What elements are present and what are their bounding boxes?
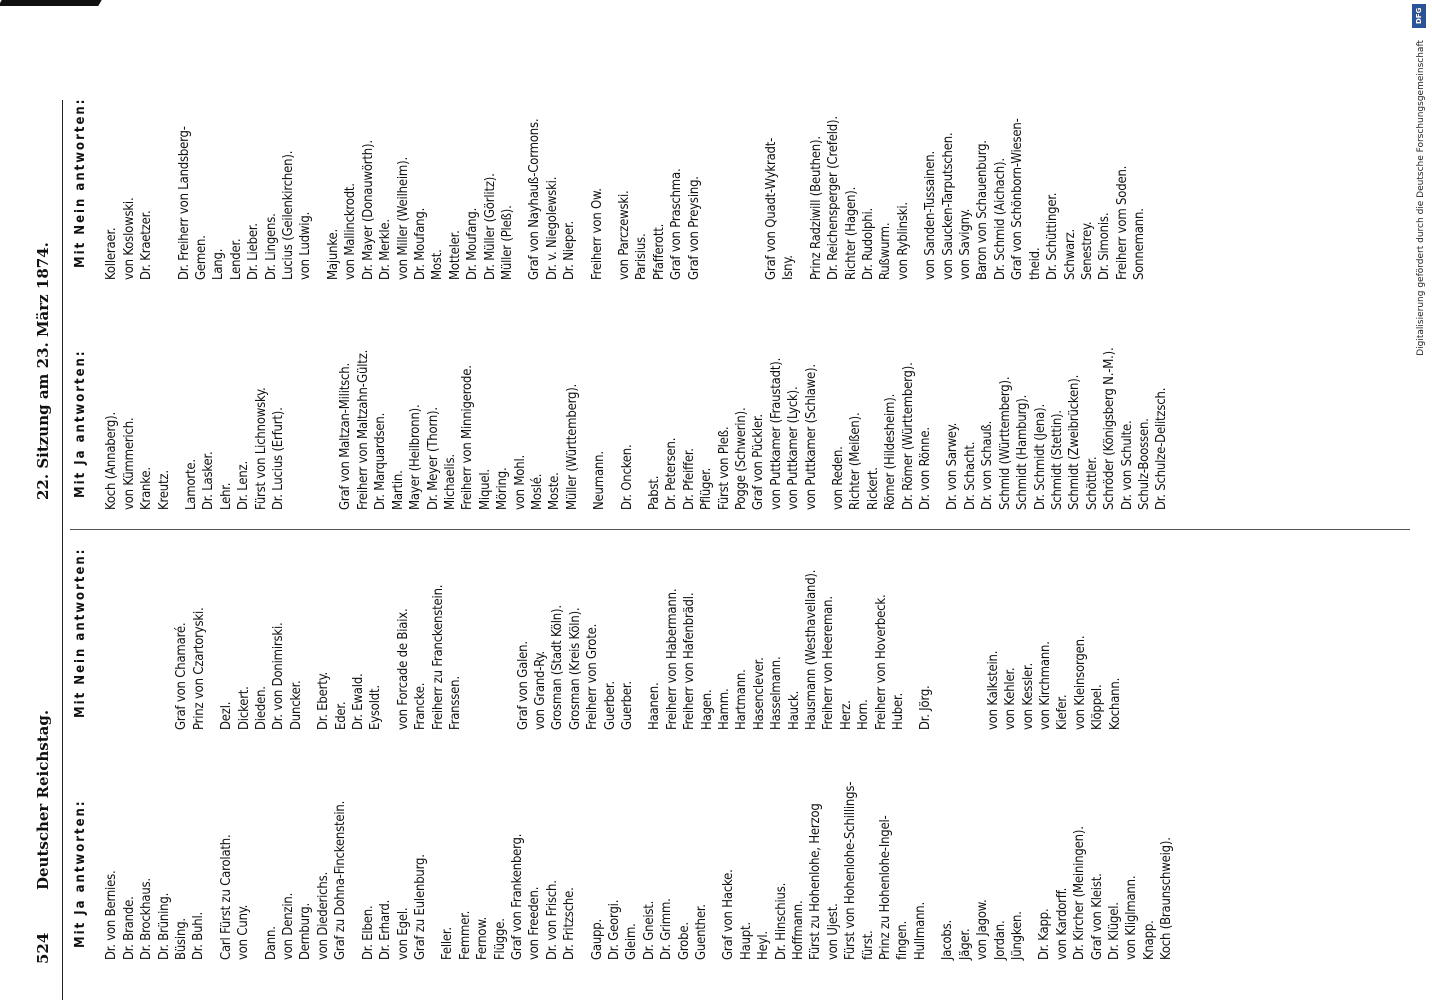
member-name: von Kleinsorgen. [1072,635,1088,730]
group-gap [317,347,327,510]
member-name: Schmidt (Zweibrücken). [1067,374,1083,510]
member-name: Haupt. [738,922,754,960]
rotated-page [22,0,1422,1000]
member-name: Dr. Kapp. [1037,908,1053,960]
member-name: von Kalkstein. [985,650,1001,730]
member-name: von Grand-Ry. [532,651,548,730]
member-name: Michaelis. [442,454,458,510]
group-gap [606,98,616,280]
member-name: von Diederichs. [315,872,331,960]
member-name: fürst. [860,930,876,960]
member-name: Graf zu Eulenburg. [412,854,428,960]
group-gap [912,98,922,280]
column-heading: Mit Nein antworten: [73,97,88,268]
member-name: Flügge. [492,918,508,960]
member-name: Dr. Brockhaus. [139,878,155,960]
running-title: Deutscher Reichstag. [34,709,52,890]
member-name: Jordan. [992,920,1008,960]
member-name: Dezl. [219,701,235,730]
member-name: Dr. Buhl. [191,911,207,960]
column-rule-center [70,529,1410,530]
member-name: Dr. Moufang. [465,207,481,280]
member-name: Freiherr von Minnigerode. [460,365,476,510]
member-name: Dickert. [236,686,252,730]
member-name: Schröder (Königsberg N.-M.). [1102,347,1118,510]
member-name: Dr. Lucius (Erfurt). [271,407,287,510]
member-name: Neumann. [592,451,608,510]
member-name: Dr. von Rönne. [918,427,934,510]
member-name: fingen. [895,920,911,960]
member-name: Grobe. [676,922,692,960]
member-name: Most. [430,249,446,280]
member-name: Dr. von Frisch. [544,880,560,960]
member-name: Graf von Quadt-Wykradt- [764,137,779,280]
member-name: von Ujest. [825,903,841,960]
member-name: Jüngken. [1009,911,1025,960]
member-name: Hausmann (Westhavelland). [804,569,819,730]
member-name: Schwarz. [1062,228,1078,280]
member-name: Kiefer. [1055,694,1071,730]
group-gap [163,548,173,730]
member-name: Lang. [211,248,227,280]
member-name: Schöttler. [1084,456,1100,510]
member-name: Lucius (Geilenkirchen). [281,150,297,280]
member-name: Dr. Müller (Görlitz). [482,173,498,280]
member-name: von Puttkamer (Lyck). [786,386,802,510]
member-name: von Miller (Weilheim). [395,157,411,280]
member-name: Freiherr von Grote. [585,623,601,730]
member-name: Dr. Georgi. [606,899,622,960]
member-name: Grosman (Stadt Köln). [550,605,566,730]
member-name: Haanen. [647,682,663,730]
member-name: Motteler. [447,230,463,280]
member-name: von Puttkamer (Fraustadt). [768,357,784,510]
member-name: Dr. Eberty. [316,671,332,730]
member-name: Graf von Kleist. [1089,873,1105,960]
member-name: Freiherr von Hafenbrädl. [682,592,698,730]
member-name: Dr. Schmid (Aichach). [992,158,1008,280]
member-name: Hagen. [699,689,715,730]
member-name: Dr. Elben. [360,905,376,960]
member-name: Dr. Erhard. [378,899,394,960]
member-name: Sonnemann. [1132,208,1148,280]
member-name: von Kessler. [1020,663,1036,730]
member-name: Müller (Pleß). [499,205,515,280]
member-name: Feller. [440,927,456,960]
member-name: Dr. Oncken. [619,444,635,510]
page-number: 524 [34,932,52,964]
member-name: Dr. Brüning. [156,892,172,960]
member-name: Guenther. [694,904,709,960]
group-gap [475,548,485,730]
member-name: von Savigny. [958,208,974,280]
member-name: Freiherr vom Soden. [1114,165,1130,280]
group-gap [579,98,589,280]
group-gap [173,347,183,510]
member-name: Rickert. [865,467,881,510]
member-name: Fürst zu Hohenlohe, Herzog [808,803,824,960]
member-name: Freiherr von Maltzahn-Gültz. [355,349,371,510]
member-name: Hoffmann. [791,900,807,960]
member-name: Martin. [390,470,406,510]
member-name: Klöppel. [1090,684,1106,730]
group-gap [733,98,743,280]
member-name: Graf von Maltzan-Militsch. [338,363,354,510]
member-name: Graf zu Dohna-Finckenstein. [333,800,349,960]
member-name: Freiherr zu Franckenstein. [430,584,446,730]
member-name: Hasselmann. [769,656,785,730]
group-gap [516,98,526,280]
member-name: Schmid (Württemberg). [997,376,1013,510]
group-gap [123,548,133,730]
member-name: Gleim. [624,923,640,960]
member-name: Dr. von Schauß. [980,420,996,510]
group-gap [935,548,945,730]
group-gap [253,782,263,960]
member-name: von Egel. [395,907,411,960]
member-name: Dr. Schmidt (Jena). [1032,404,1048,510]
member-name: Senestrey. [1079,221,1095,280]
member-name: Eysoldt. [368,685,384,730]
member-name: Dr. Moufang. [412,207,428,280]
member-name: von Jagow. [975,899,991,960]
member-name: von Freeden. [527,886,543,960]
group-gap [156,98,166,280]
group-gap [495,548,505,730]
column-heading: Mit Nein antworten: [73,547,88,718]
group-gap [907,548,917,730]
member-name: Huber. [891,693,907,730]
member-name: Dr. Jörg. [918,685,934,730]
member-name: Kranke. [139,467,155,510]
member-name: Dr. Brande. [121,896,137,960]
member-name: Jacobs. [940,919,956,960]
member-name: Dr. Kraetzer. [139,210,155,280]
group-gap [723,98,733,280]
group-gap [208,782,218,960]
member-name: Moste. [547,472,563,510]
group-gap [581,347,591,510]
member-name: Dr. Lingens. [263,213,279,280]
member-name: Graf von Hacke. [721,869,737,960]
group-gap [929,782,939,960]
member-name: Graf von Frankenberg. [509,833,525,960]
group-gap [305,548,315,730]
member-name: von Koslowski. [121,197,137,280]
member-name: Schulz-Boossen. [1136,418,1152,510]
column-heading: Mit Ja antworten: [73,799,88,948]
group-gap [429,782,439,960]
member-name: Dr. Mayer (Donauwörth). [360,140,376,280]
group-gap [609,347,619,510]
member-name: Lender. [228,238,244,280]
group-gap [636,347,646,510]
member-name: von Sanden-Tussainen. [923,151,939,280]
member-name: Hullmann. [912,901,928,960]
member-name: Müller (Württemberg). [564,383,580,510]
group-gap [820,347,830,510]
member-name: Schmidt (Stettin). [1049,410,1065,510]
member-name: Richter (Meißen). [848,412,864,510]
member-name: Dr. Merkle. [378,219,394,280]
session-title: 22. Sitzung am 23. März 1874. [34,242,52,500]
group-gap [710,782,720,960]
member-name: Dr. v. Niegolewski. [544,176,560,280]
member-name: Dr. Schulze-Delitzsch. [1154,387,1170,510]
group-gap [385,548,395,730]
group-gap [103,548,113,730]
member-name: Horn. [856,699,872,730]
member-name: Jäger. [957,928,973,960]
member-name: Dr. Fritzsche. [562,887,578,960]
member-name: Dr. von Sarwey. [945,422,961,510]
member-name: Hasenclever. [751,657,767,730]
member-name: Dr. von Schulte. [1119,420,1135,510]
member-name: Dieden. [254,686,270,730]
member-name: Fürst von Lichnowsky. [253,387,269,510]
group-gap [307,347,317,510]
member-name: Gaupp. [589,918,605,960]
member-name: Dr. Rudolphi. [861,207,877,280]
group-gap [798,98,808,280]
member-name: Guerber. [602,681,618,730]
member-name: von Forcade de Biaix. [395,608,411,730]
member-name: Dann. [263,926,279,960]
member-name: Isny. [781,255,797,280]
member-name: Dr. Lasker. [201,451,217,510]
member-name: Pabst. [646,475,662,510]
group-gap [465,548,475,730]
group-gap [945,548,955,730]
member-name: Schmidt (Hamburg). [1015,394,1031,510]
member-name: von Mohl. [512,454,528,510]
column-heading: Mit Ja antworten: [73,349,88,498]
member-name: Dr. Lieber. [246,223,262,280]
group-gap [743,98,753,280]
column-ja-2 [72,347,1171,510]
member-name: Büsing. [174,918,190,960]
member-name: Grosman (Kreis Köln). [567,607,583,730]
group-gap [753,98,763,280]
group-gap [166,98,176,280]
member-name: Graf von Praschma. [669,168,685,280]
member-name: von Reden. [831,446,847,510]
member-name: von Parczewski. [616,190,632,280]
member-name: theid. [1027,247,1043,280]
member-name: Graf von Pückler. [751,414,767,510]
member-name: Dr. Lenz. [236,461,252,510]
group-gap [208,548,218,730]
member-name: von Mallinckrodt. [343,183,359,280]
group-gap [934,347,944,510]
member-name: Dr. Grimm. [659,898,675,960]
member-name: Herz. [838,700,854,730]
member-name: Miquel. [477,469,493,510]
member-name: Guerber. [619,681,635,730]
column-nein-2 [72,98,1149,280]
member-name: Franssen. [448,676,464,730]
member-name: Richter (Hagen). [843,186,859,280]
member-name: von Ryblinski. [895,202,911,280]
member-name: Parisius. [634,233,650,280]
group-gap [153,548,163,730]
member-name: Dr. Meyer (Thorn). [425,407,441,510]
member-name: von Kehler. [1003,667,1019,730]
member-name: Baron von Schauenburg. [975,140,991,280]
member-name: von Kardorff. [1054,887,1070,960]
member-name: Pfafferott. [651,223,667,280]
member-name: von Kümmerich. [121,417,137,510]
group-gap [955,548,965,730]
member-name: Gemen. [194,235,210,280]
member-name: von Kliglmann. [1124,875,1140,960]
group-gap [287,347,297,510]
group-gap [975,548,985,730]
group-gap [579,782,589,960]
member-name: Dr. Schüttinger. [1045,192,1061,280]
group-gap [1026,782,1036,960]
member-name: Koch (Braunschweig). [1159,837,1175,960]
member-name: Freiherr von Hoverbeck. [873,594,889,730]
member-name: Mayer (Heilbronn). [408,404,424,510]
member-name: Graf von Galen. [515,641,531,730]
member-name: Dr. Marquardsen. [373,412,389,510]
member-name: Dr. Klügel. [1106,902,1122,960]
member-name: Dr. Kircher (Meiningen). [1072,826,1088,960]
dfg-logo: DFG [1412,4,1426,28]
member-name: Dr. Gneist. [641,900,657,960]
member-name: Freiherr von Ow. [589,188,605,280]
member-name: Graf von Preysing. [686,176,702,280]
group-gap [133,548,143,730]
group-gap [350,782,360,960]
member-name: von Kirchmann. [1038,641,1054,730]
page-header [22,100,63,1000]
member-name: Fernow. [475,916,491,960]
member-name: Dr. von Bernies. [104,870,120,960]
member-name: Dr. Petersen. [664,437,680,510]
member-name: von Puttkamer (Schlawe). [803,364,819,510]
group-gap [327,347,337,510]
member-name: Pogge (Schwerin). [734,407,749,510]
member-name: Dr. von Donimirski. [271,622,287,730]
member-name: Dr. Hinschius. [773,882,789,960]
group-gap [113,548,123,730]
member-name: Freiherr von Habermann. [664,588,680,730]
member-name: Fürst von Hohenlohe-Schillings- [843,781,859,960]
member-name: Dr. Römer (Württemberg). [900,362,916,510]
member-name: von Ludwig. [298,211,314,280]
group-gap [965,548,975,730]
member-name: Lehr. [218,482,234,510]
member-name: Dr. Freiherr von Landsberg- [176,126,192,280]
member-name: Möring. [495,467,511,510]
member-name: Dr. Ewald. [351,673,367,730]
member-name: Graf von Chamaré. [174,622,190,730]
member-name: Francke. [413,682,429,730]
member-name: Dr. Schacht. [962,441,978,510]
member-name: Kochann. [1107,677,1123,730]
member-name: Pflüger. [699,467,715,510]
member-name: Hamm. [716,688,732,730]
group-gap [713,98,723,280]
group-gap [703,98,713,280]
member-name: Hauck. [786,690,802,730]
group-gap [636,548,646,730]
group-gap [297,347,307,510]
member-name: Kolleraer. [104,227,120,280]
member-name: Kreutz. [156,470,172,510]
member-name: Duncker. [288,680,304,730]
member-name: Dr. Reichensperger (Crefeld). [826,116,842,280]
member-name: von Saucken-Tarputschen. [940,132,956,280]
member-name: Prinz zu Hohenlohe-Ingel- [878,815,894,960]
member-name: Dernburg. [298,903,314,960]
member-name: von Denzin. [281,892,297,960]
member-name: Prinz Radziwill (Beuthen). [808,136,824,280]
member-name: Rußwurm. [878,222,894,280]
member-name: Prinz von Czartoryski. [191,607,207,730]
member-name: Fürst von Pleß. [716,426,732,510]
member-name: Majunke. [325,229,341,280]
member-name: Dr. Simonis. [1097,212,1113,280]
member-name: Freiherr von Heereman. [821,596,837,730]
member-name: Römer (Hildesheim). [883,393,899,510]
member-name: Femmer. [457,910,473,960]
member-name: Graf von Schönborn-Wiesen- [1010,118,1026,280]
member-name: Eder. [333,701,349,730]
column-nein-1 [72,548,1124,730]
member-name: Dr. Nieper. [562,221,578,280]
member-name: Heyl. [756,931,772,960]
member-name: Hartmann. [734,669,750,730]
member-name: Dr. Pfeiffer. [681,448,697,510]
column-ja-1 [72,782,1176,960]
digitization-credit: Digitalisierung gefördert durch die Deutsche Forschungsgemeinschaft [1416,40,1426,356]
member-name: Graf von Nayhauß-Cormons. [527,118,543,280]
member-name: von Cuny. [236,904,252,960]
group-gap [143,548,153,730]
member-name: Knapp. [1141,920,1157,960]
group-gap [485,548,495,730]
member-name: Lamorte. [184,459,200,510]
group-gap [315,98,325,280]
member-name: Carl Fürst zu Carolath. [218,834,234,960]
member-name: Koch (Annaberg). [104,412,120,510]
group-gap [505,548,515,730]
member-name: Moslé. [529,473,545,510]
